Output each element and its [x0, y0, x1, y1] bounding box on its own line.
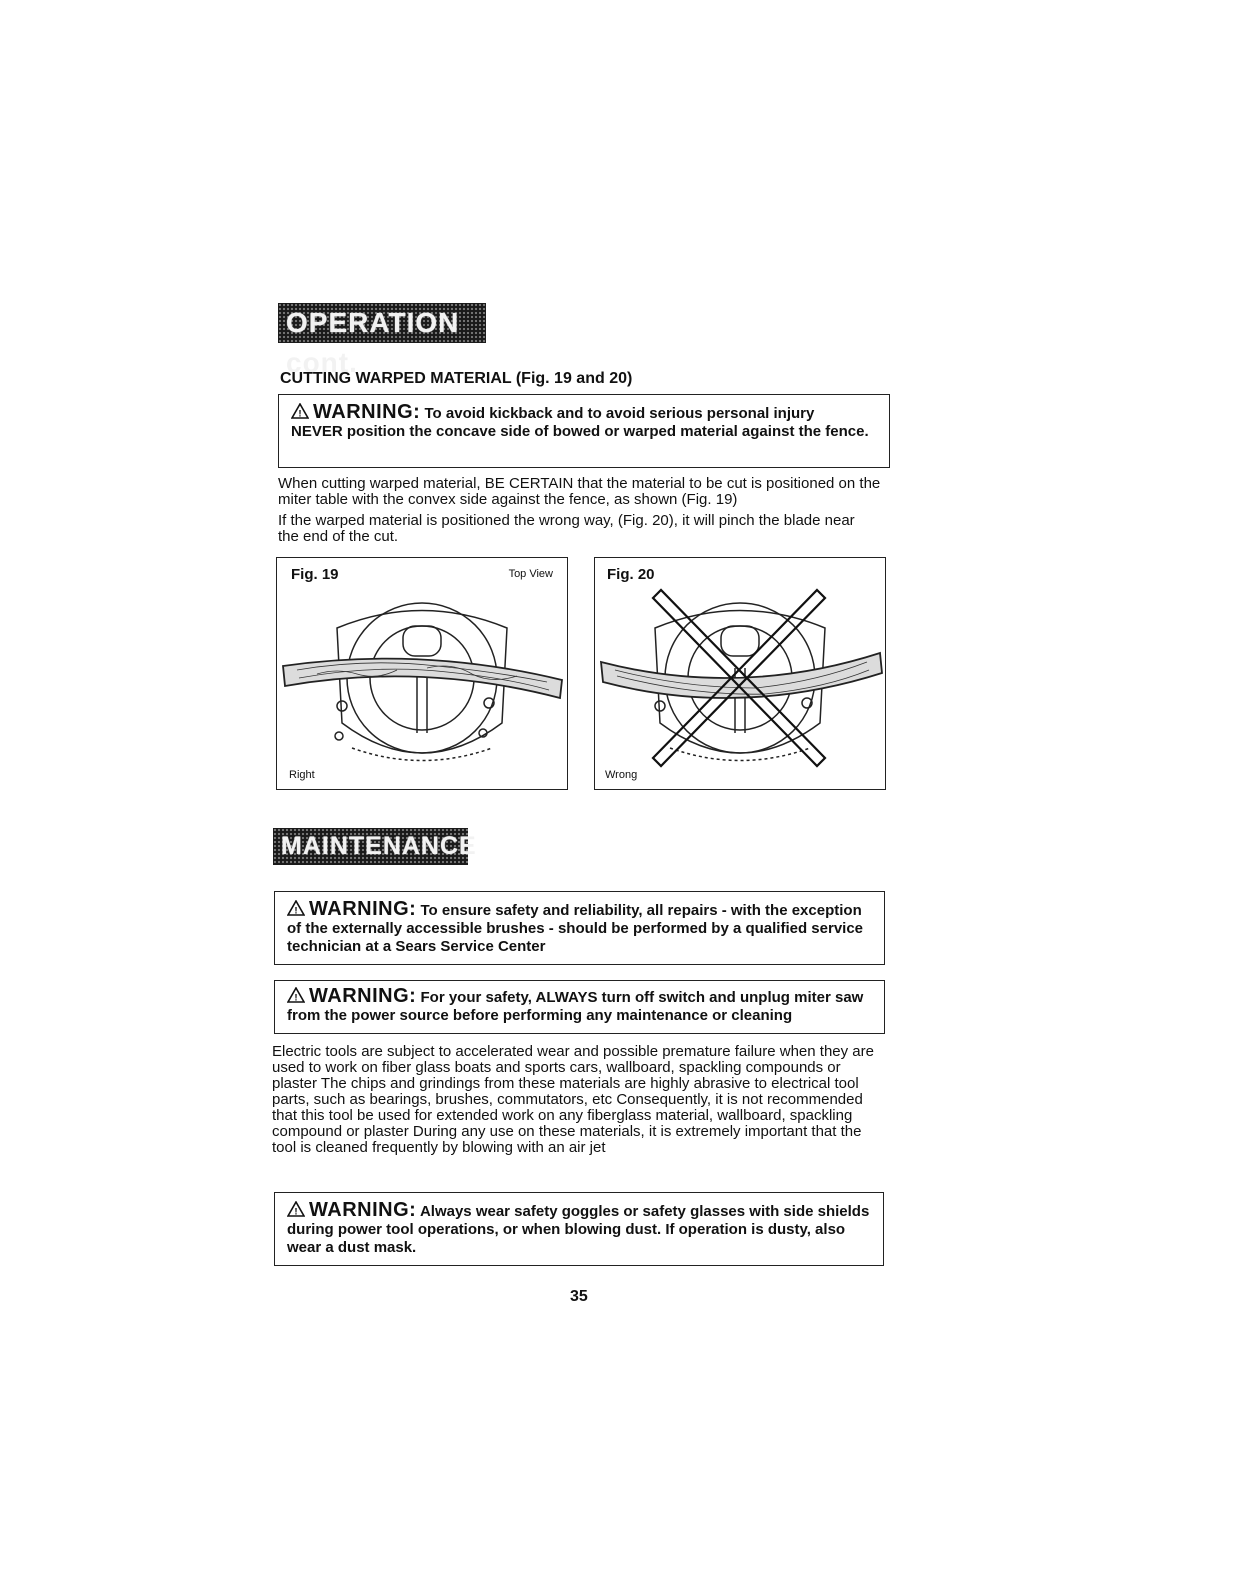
warning-text: For your safety, ALWAYS turn off switch and unplug miter saw from the power source before performing any maintenance or cleaning [287, 989, 864, 1024]
maintenance-paragraph: Electric tools are subject to accelerated wear and possible premature failure when they are used to work on fiber glass boats and sports cars, wallboard, spackling compounds or plaster The chips and grindings from these materials are highly abrasive to electrical tool parts, such as bearings, brushes, commutators, etc Consequently, it is not recommended that this tool be used for extended work on any fiberglass material, wallboard, spackling compound or plaster During any use on these materials, it is extremely important that the tool is cleaned frequently by blowing with an air jet [272, 1043, 874, 1156]
svg-text:!: ! [294, 1206, 298, 1217]
warning-triangle-icon [287, 1201, 305, 1217]
maintenance-banner-text: MAINTENANCE [281, 832, 477, 860]
figure-20 [594, 557, 886, 790]
page-number: 35 [570, 1288, 588, 1305]
figure-20-caption: Wrong [605, 769, 638, 781]
warning-label: WARNING: [309, 1199, 417, 1221]
warning-box-kickback [278, 394, 890, 468]
warning-triangle-icon [287, 900, 305, 916]
figure-19-view-label: Top View [508, 568, 553, 580]
miter-saw-top-view-wrong [595, 558, 884, 788]
operation-banner [278, 303, 486, 378]
section-subheading: CUTTING WARPED MATERIAL (Fig. 19 and 20) [280, 370, 633, 387]
warning-label: WARNING: [309, 985, 417, 1007]
warning-box-repairs [274, 891, 885, 965]
warning-triangle-icon [287, 987, 305, 1003]
warning-box-goggles [274, 1192, 884, 1266]
wrong-way-paragraph: If the warped material is positioned the wrong way, (Fig. 20), it will pinch the blade near the end of the cut. [278, 512, 855, 545]
figure-20-label: Fig. 20 [607, 566, 655, 583]
svg-text:!: ! [294, 992, 298, 1003]
warped-material-paragraph: When cutting warped material, BE CERTAIN that the material to be cut is positioned on the miter table with the convex side against the fence, as shown (Fig. 19) [278, 475, 881, 508]
miter-saw-top-view-right [277, 558, 566, 788]
maintenance-banner [273, 828, 477, 865]
warning-text: Always wear safety goggles or safety glasses with side shields during power tool operations, or when blowing dust. If operation is dusty, also wear a dust mask. [287, 1203, 870, 1256]
warning-label: WARNING: [313, 401, 421, 423]
warning-text: To ensure safety and reliability, all repairs - with the exception of the externally accessible brushes - should be performed by a qualified service technician at a Sears Service Center [287, 902, 864, 955]
operation-banner-text: OPERATION cont. [286, 307, 460, 378]
figure-19-label: Fig. 19 [291, 566, 339, 583]
figure-19 [276, 557, 568, 790]
svg-text:!: ! [298, 408, 302, 419]
warning-triangle-icon [291, 403, 309, 419]
warning-box-unplug [274, 980, 885, 1034]
figure-19-caption: Right [289, 769, 315, 781]
svg-text:!: ! [294, 905, 298, 916]
warning-label: WARNING: [309, 898, 417, 920]
warning-text: NEVER position the concave side of bowed or warped material against the fence. [291, 423, 869, 440]
warning-lead: To avoid kickback and to avoid serious personal injury [424, 405, 815, 422]
